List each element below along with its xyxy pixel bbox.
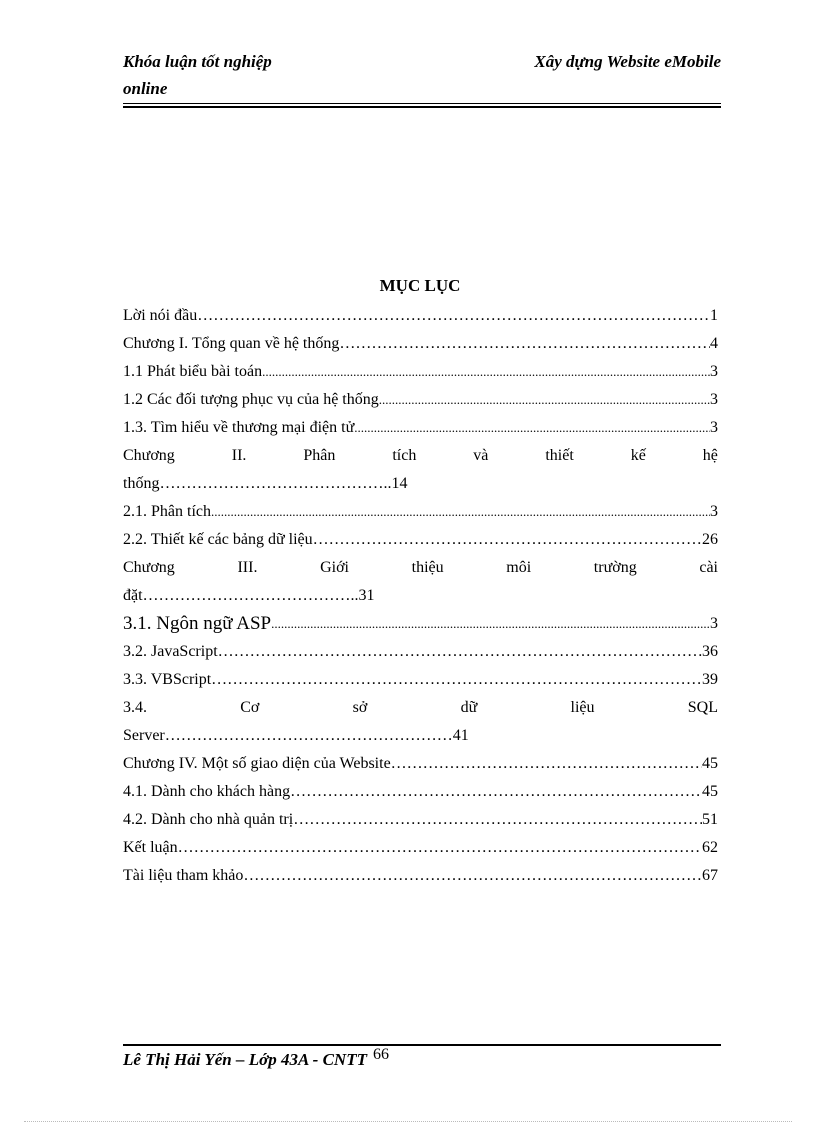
dot-leader xyxy=(218,638,702,666)
toc-word: liệu xyxy=(570,699,595,716)
toc-entry[interactable] xyxy=(123,834,718,862)
toc-word: SQL xyxy=(687,699,718,716)
toc-entry-text: 4.2. Dành cho nhà quản trị xyxy=(123,811,294,828)
toc-entry-text: Kết luận xyxy=(123,839,178,856)
toc-word: III. xyxy=(237,559,258,576)
toc-entry-text: 2.2. Thiết kế các bảng dữ liệu xyxy=(123,531,313,548)
toc-entry[interactable] xyxy=(123,750,718,778)
page-footer xyxy=(123,1048,389,1073)
dot-leader: ……………………………………………… xyxy=(164,727,453,744)
dot-leader xyxy=(178,834,702,862)
toc-entry-line2[interactable] xyxy=(123,582,718,610)
dot-leader xyxy=(197,302,710,330)
toc-word: dữ xyxy=(460,699,478,716)
toc-entry[interactable] xyxy=(123,330,718,358)
toc-entry-text: 1.3. Tìm hiểu về thương mại điện tử xyxy=(123,419,355,436)
page-header xyxy=(123,48,721,106)
dot-leader xyxy=(243,862,702,890)
toc-entry-page: 31 xyxy=(358,587,375,604)
toc-entry[interactable] xyxy=(123,666,718,694)
header-left xyxy=(123,48,272,102)
dot-leader xyxy=(354,414,710,442)
toc-entry-page: 3 xyxy=(710,391,718,408)
toc-entry-page: 36 xyxy=(702,643,718,660)
dot-leader xyxy=(313,526,702,554)
toc-word: Giới xyxy=(320,559,349,576)
toc-entry[interactable] xyxy=(123,498,718,526)
toc-title: MỤC LỤC xyxy=(379,276,461,295)
toc-entry-page: 45 xyxy=(702,783,718,800)
toc-word: 3.4. xyxy=(123,699,147,716)
toc-entry-page: 4 xyxy=(710,335,718,352)
toc-entry-text: thống xyxy=(123,475,160,492)
toc-entry-text: 1.2 Các đối tượng phục vụ của hệ thống xyxy=(123,391,379,408)
toc-entry-text: 1.1 Phát biểu bài toán xyxy=(123,363,263,380)
toc-word: Cơ xyxy=(240,699,260,716)
toc-entry-page: 51 xyxy=(702,811,718,828)
toc-entry-page: 39 xyxy=(702,671,718,688)
toc-entry-page: 14 xyxy=(391,475,408,492)
toc-word: Phân xyxy=(303,447,336,464)
toc-entry[interactable] xyxy=(123,778,718,806)
toc-word: môi xyxy=(506,559,532,576)
toc-entry-text: 4.1. Dành cho khách hàng xyxy=(123,783,291,800)
toc-entry[interactable] xyxy=(123,302,718,330)
toc-entry-page: 41 xyxy=(452,727,469,744)
toc-entry-page: 1 xyxy=(710,307,718,324)
toc-entry-text: Chương IV. Một số giao diện của Website xyxy=(123,755,391,772)
toc-entry-line2[interactable] xyxy=(123,722,718,750)
toc-entry[interactable] xyxy=(123,386,718,414)
toc-entry-page: 26 xyxy=(702,531,718,548)
page-edge-dotted-line xyxy=(24,1121,792,1122)
dot-leader xyxy=(271,610,710,638)
toc-entry[interactable] xyxy=(123,610,718,638)
footer-author: Lê Thị Hải Yến – Lớp 43A - CNTT xyxy=(123,1050,367,1069)
header-left-line1: Khóa luận tốt nghiệp xyxy=(123,52,272,71)
toc-word: thiệu xyxy=(411,559,444,576)
dot-leader: …………………………………….. xyxy=(159,475,392,492)
toc-entry-page: 62 xyxy=(702,839,718,856)
toc-entry-text: Server xyxy=(123,727,165,744)
toc-entry[interactable] xyxy=(123,862,718,890)
toc-word: hệ xyxy=(702,447,718,464)
toc-entry-page: 3 xyxy=(710,363,718,380)
toc-entry-line2[interactable] xyxy=(123,470,718,498)
toc-word: tích xyxy=(392,447,417,464)
toc-entry-text: Tài liệu tham khảo xyxy=(123,867,244,884)
toc-word: trường xyxy=(593,559,637,576)
footer-rule xyxy=(123,1044,721,1046)
toc-entry-page: 3 xyxy=(710,503,718,520)
dot-leader xyxy=(391,750,702,778)
dot-leader xyxy=(211,666,702,694)
dot-leader xyxy=(379,386,710,414)
header-double-rule xyxy=(123,103,721,108)
toc-word: II. xyxy=(231,447,247,464)
toc-entry[interactable] xyxy=(123,526,718,554)
toc-entry-page: 3 xyxy=(710,615,718,632)
toc-entry-text: 3.1. Ngôn ngữ ASP xyxy=(123,613,272,634)
toc-word: kế xyxy=(630,447,646,464)
toc-word: thiết xyxy=(545,447,574,464)
toc-entry-page: 67 xyxy=(702,867,718,884)
header-right: Xây dựng Website eMobile xyxy=(534,52,721,71)
dot-leader xyxy=(293,806,702,834)
dot-leader xyxy=(290,778,702,806)
toc-entry-line1[interactable] xyxy=(123,442,718,470)
toc-entry-page: 3 xyxy=(710,419,718,436)
dot-leader xyxy=(211,498,710,526)
table-of-contents xyxy=(123,302,718,890)
toc-word: Chương xyxy=(123,447,175,464)
toc-word: và xyxy=(473,447,489,464)
dot-leader xyxy=(339,330,710,358)
toc-entry[interactable] xyxy=(123,358,718,386)
page-number: 66 xyxy=(372,1046,389,1063)
header-left-line2: online xyxy=(123,79,168,98)
toc-entry-text: đặt xyxy=(123,587,143,604)
toc-entry[interactable] xyxy=(123,414,718,442)
toc-word: Chương xyxy=(123,559,175,576)
toc-entry-text: 2.1. Phân tích xyxy=(123,503,211,520)
toc-word: cài xyxy=(699,559,718,576)
dot-leader: ………………………………….. xyxy=(142,587,359,604)
dot-leader xyxy=(262,358,710,386)
toc-entry-text: Chương I. Tổng quan về hệ thống xyxy=(123,335,340,352)
toc-entry-text: 3.3. VBScript xyxy=(123,671,212,688)
toc-entry-line1[interactable] xyxy=(123,554,718,582)
toc-entry[interactable] xyxy=(123,806,718,834)
toc-entry-line1[interactable] xyxy=(123,694,718,722)
toc-word: sở xyxy=(352,699,368,716)
toc-entry[interactable] xyxy=(123,638,718,666)
toc-entry-text: 3.2. JavaScript xyxy=(123,643,218,660)
toc-entry-text: Lời nói đầu xyxy=(123,307,198,324)
toc-entry-page: 45 xyxy=(702,755,718,772)
